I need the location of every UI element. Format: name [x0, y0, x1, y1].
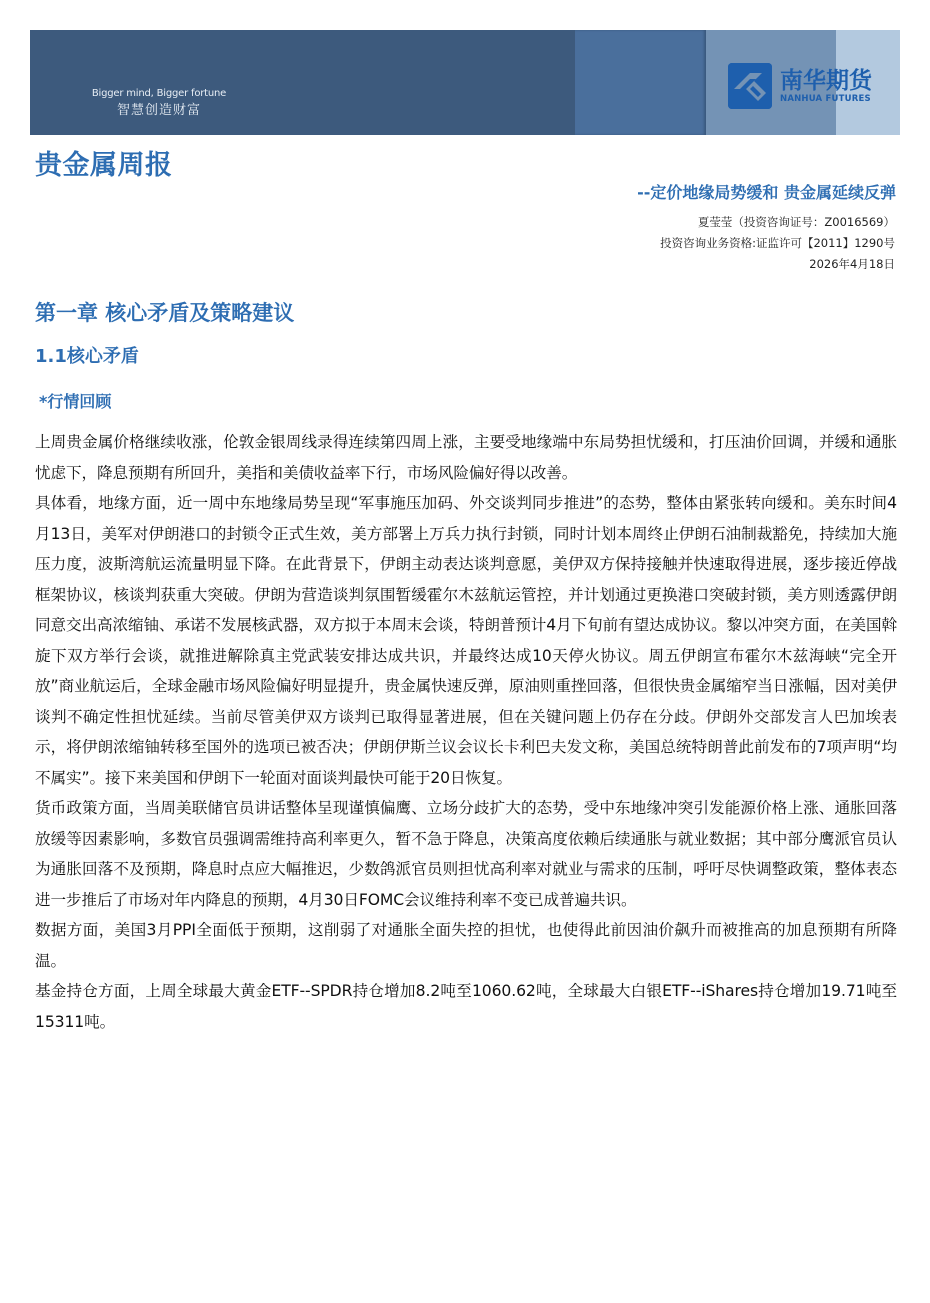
report-body [35, 427, 897, 1037]
report-date: 2026年4月18日 [809, 257, 895, 271]
paragraph-geopolitics: 具体看，地缘方面，近一周中东地缘局势呈现“军事施压加码、外交谈判同步推进”的态势，整体由紧张转向缓和。美东时间4月13日，美军对伊朗港口的封锁令正式生效，美方部署上万兵力执行封锁，同时计划本周终止伊朗石油制裁豁免，持续加大施压力度，波斯湾航运流量明显下降。在此背景下，伊朗主动表达谈判意愿，美伊双方保持接触并快速取得进展，逐步接近停战框架协议，核谈判获重大突破。伊朗为营造谈判氛围暂缓霍尔木兹航运管控，并计划通过更换港口突破封锁，美方则透露伊朗同意交出高浓缩铀、承诺不发展核武器，双方拟于本周末会谈，特朗普预计4月下旬前有望达成协议。黎以冲突方面，在美国斡旋下双方举行会谈，就推进解除真主党武装安排达成共识，并最终达成10天停火协议。周五伊朗宣布霍尔木兹海峡“完全开放”商业航运后，全球金融市场风险偏好明显提升，贵金属快速反弹，原油则重挫回落，但很快贵金属缩窄当日涨幅，因对美伊谈判不确定性担忧延续。当前尽管美伊双方谈判已取得显著进展，但在关键问题上仍存在分歧。伊朗外交部发言人巴加埃表示，将伊朗浓缩铀转移至国外的选项已被否决；伊朗伊斯兰议会议长卡利巴夫发文称，美国总统特朗普此前发布的7项声明“均不属实”。接下来美国和伊朗下一轮面对面谈判最快可能于20日恢复。 [35, 494, 897, 787]
logo-name-chinese: 南华期货 [780, 67, 872, 94]
report-title: 贵金属周报 [35, 150, 173, 181]
paragraph-data: 数据方面，美国3月PPI全面低于预期，这削弱了对通胀全面失控的担忧，也使得此前因油价飙升而被推高的加息预期有所降温。 [35, 921, 897, 970]
license-info: 投资咨询业务资格:证监许可【2011】1290号 [660, 236, 895, 250]
slogan-chinese: 智慧创造财富 [116, 103, 201, 118]
chapter-heading: 第一章 核心矛盾及策略建议 [35, 301, 295, 325]
paragraph-market-review: 上周贵金属价格继续收涨，伦敦金银周线录得连续第四周上涨，主要受地缘端中东局势担忧缓和，打压油价回调，并缓和通胀忧虑下，降息预期有所回升，美指和美债收益率下行，市场风险偏好得以改善。 [35, 433, 897, 482]
paragraph-fund-holdings: 基金持仓方面，上周全球最大黄金ETF--SPDR持仓增加8.2吨至1060.62吨，全球最大白银ETF--iShares持仓增加19.71吨至15311吨。 [35, 982, 897, 1031]
nanhua-logo-icon [728, 63, 772, 109]
header-banner [30, 30, 900, 135]
report-subtitle: --定价地缘局势缓和 贵金属延续反弹 [637, 183, 896, 202]
slogan-english: Bigger mind, Bigger fortune [91, 88, 227, 99]
author-info: 夏莹莹（投资咨询证号：Z0016569） [697, 215, 895, 229]
company-logo [728, 63, 872, 109]
subsection-heading: *行情回顾 [39, 392, 112, 411]
section-heading: 1.1核心矛盾 [35, 346, 139, 367]
banner-stripe-mid [575, 30, 706, 135]
slogan [89, 87, 229, 120]
logo-name-english: NANHUA FUTURES [780, 93, 871, 104]
paragraph-monetary-policy: 货币政策方面，当周美联储官员讲话整体呈现谨慎偏鹰、立场分歧扩大的态势，受中东地缘冲突引发能源价格上涨、通胀回落放缓等因素影响，多数官员强调需维持高利率更久，暂不急于降息，决策高度依赖后续通胀与就业数据；其中部分鹰派官员认为通胀回落不及预期，降息时点应大幅推迟，少数鸽派官员则担忧高利率对就业与需求的压制，呼吁尽快调整政策，整体表态进一步推后了市场对年内降息的预期，4月30日FOMC会议维持利率不变已成普遍共识。 [35, 799, 897, 909]
